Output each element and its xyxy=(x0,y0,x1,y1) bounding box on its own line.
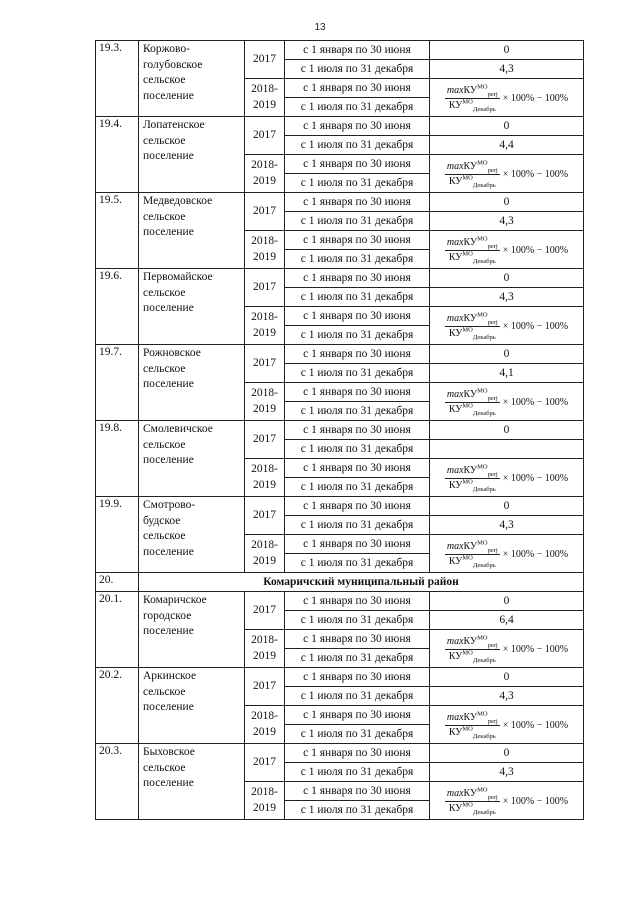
formula-denominator xyxy=(447,479,498,491)
year-2017: 2017 xyxy=(245,497,285,535)
period-first-half: с 1 января по 30 июня xyxy=(285,269,430,288)
year-range-start: 2018- xyxy=(251,158,278,171)
formula-tail: × 100% − 100% xyxy=(502,321,569,332)
period-first-half: с 1 января по 30 июня xyxy=(285,630,430,649)
year-2018-2019 xyxy=(245,535,285,573)
settlement-name xyxy=(139,744,245,820)
value-second-half: 4,3 xyxy=(430,687,584,706)
formula-numerator xyxy=(445,786,500,802)
formula-tail: × 100% − 100% xyxy=(502,245,569,256)
period-first-half: с 1 января по 30 июня xyxy=(285,41,430,60)
formula-mo: МО xyxy=(477,83,488,91)
formula-denominator xyxy=(447,175,498,187)
period-second-half: с 1 июля по 31 декабря xyxy=(285,478,430,497)
period-second-half: с 1 июля по 31 декабря xyxy=(285,288,430,307)
formula-mo: МО xyxy=(477,159,488,167)
settlement-name-line: поселение xyxy=(143,89,194,102)
row-number: 20.3. xyxy=(96,744,139,820)
formula-numerator xyxy=(445,710,500,726)
formula-perj: perj xyxy=(487,395,498,402)
index-formula xyxy=(430,231,584,269)
formula-ku: КУ xyxy=(448,176,463,187)
year-range-end: 2019 xyxy=(253,98,276,111)
formula-max: max xyxy=(446,389,464,400)
period-first-half: с 1 января по 30 июня xyxy=(285,497,430,516)
formula-perj: perj xyxy=(487,243,498,250)
formula-fraction xyxy=(445,311,500,341)
formula-numerator xyxy=(445,463,500,479)
formula-denominator xyxy=(447,802,498,814)
period-first-half: с 1 января по 30 июня xyxy=(285,668,430,687)
row-number: 19.4. xyxy=(96,117,139,193)
settlement-name xyxy=(139,41,245,117)
settlement-name-line: поселение xyxy=(143,302,194,315)
row-number: 19.7. xyxy=(96,345,139,421)
formula-mo: МО xyxy=(477,539,488,547)
year-range-start: 2018- xyxy=(251,234,278,247)
formula-ku: КУ xyxy=(448,651,463,662)
settlement-name-line: сельское xyxy=(143,530,186,543)
period-first-half: с 1 января по 30 июня xyxy=(285,383,430,402)
value-first-half: 0 xyxy=(430,193,584,212)
formula-numerator xyxy=(445,235,500,251)
formula-fraction xyxy=(445,159,500,189)
period-first-half: с 1 января по 30 июня xyxy=(285,592,430,611)
settlement-name-line: поселение xyxy=(143,150,194,163)
table-row xyxy=(96,592,584,611)
formula-numerator xyxy=(445,634,500,650)
formula-ku: КУ xyxy=(448,556,463,567)
settlement-name xyxy=(139,421,245,497)
table-row xyxy=(96,193,584,212)
formula-tail: × 100% − 100% xyxy=(502,644,569,655)
period-second-half: с 1 июля по 31 декабря xyxy=(285,136,430,155)
settlement-name xyxy=(139,668,245,744)
formula-denominator xyxy=(447,99,498,111)
formula-max: max xyxy=(446,465,464,476)
formula-tail: × 100% − 100% xyxy=(502,169,569,180)
year-range-end: 2019 xyxy=(253,326,276,339)
formula-denominator xyxy=(447,403,498,415)
formula-ku: КУ xyxy=(463,712,478,723)
period-second-half: с 1 июля по 31 декабря xyxy=(285,60,430,79)
row-number: 20.2. xyxy=(96,668,139,744)
period-first-half: с 1 января по 30 июня xyxy=(285,231,430,250)
formula-december: Декабрь xyxy=(472,809,496,816)
formula-fraction xyxy=(445,786,500,816)
formula-mo: МО xyxy=(477,463,488,471)
formula-expression xyxy=(445,83,569,113)
formula-december: Декабрь xyxy=(472,334,496,341)
period-second-half: с 1 июля по 31 декабря xyxy=(285,763,430,782)
value-second-half: 4,4 xyxy=(430,136,584,155)
formula-max: max xyxy=(446,237,464,248)
index-formula xyxy=(430,383,584,421)
year-2017: 2017 xyxy=(245,117,285,155)
year-2017: 2017 xyxy=(245,668,285,706)
year-2018-2019 xyxy=(245,706,285,744)
formula-mo: МО xyxy=(462,98,473,106)
formula-mo: МО xyxy=(477,786,488,794)
formula-denominator xyxy=(447,555,498,567)
period-second-half: с 1 июля по 31 декабря xyxy=(285,402,430,421)
year-2018-2019 xyxy=(245,155,285,193)
row-number: 19.6. xyxy=(96,269,139,345)
index-formula xyxy=(430,535,584,573)
settlement-name-line: Первомайское xyxy=(143,271,213,283)
value-first-half: 0 xyxy=(430,345,584,364)
value-first-half: 0 xyxy=(430,592,584,611)
formula-december: Декабрь xyxy=(472,106,496,113)
formula-ku: КУ xyxy=(463,788,478,799)
row-number: 20.1. xyxy=(96,592,139,668)
formula-expression xyxy=(445,311,569,341)
formula-max: max xyxy=(446,636,464,647)
year-range-end: 2019 xyxy=(253,649,276,662)
formula-tail: × 100% − 100% xyxy=(502,93,569,104)
year-2017: 2017 xyxy=(245,421,285,459)
settlement-name-line: будское xyxy=(143,514,181,527)
settlement-name-line: поселение xyxy=(143,226,194,239)
table-row xyxy=(96,497,584,516)
formula-fraction xyxy=(445,710,500,740)
formula-denominator xyxy=(447,251,498,263)
formula-denominator xyxy=(447,650,498,662)
formula-ku: КУ xyxy=(463,541,478,552)
formula-mo: МО xyxy=(462,478,473,486)
formula-ku: КУ xyxy=(463,313,478,324)
period-second-half: с 1 июля по 31 декабря xyxy=(285,649,430,668)
tariff-index-table xyxy=(95,40,584,820)
settlement-name-line: сельское xyxy=(143,74,186,87)
formula-ku: КУ xyxy=(448,803,463,814)
settlement-name-line: Быховское xyxy=(143,746,195,758)
formula-fraction xyxy=(445,634,500,664)
formula-ku: КУ xyxy=(448,480,463,491)
value-second-half: 4,3 xyxy=(430,516,584,535)
formula-perj: perj xyxy=(487,319,498,326)
formula-expression xyxy=(445,786,569,816)
formula-perj: perj xyxy=(487,167,498,174)
index-formula xyxy=(430,79,584,117)
period-first-half: с 1 января по 30 июня xyxy=(285,307,430,326)
formula-ku: КУ xyxy=(448,404,463,415)
formula-december: Декабрь xyxy=(472,486,496,493)
settlement-name-line: сельское xyxy=(143,438,186,451)
formula-expression xyxy=(445,159,569,189)
formula-expression xyxy=(445,710,569,740)
formula-max: max xyxy=(446,85,464,96)
year-range-end: 2019 xyxy=(253,478,276,491)
formula-max: max xyxy=(446,788,464,799)
formula-mo: МО xyxy=(477,387,488,395)
row-number: 19.8. xyxy=(96,421,139,497)
formula-denominator xyxy=(447,327,498,339)
year-2018-2019 xyxy=(245,459,285,497)
district-title: Комаричский муниципальный район xyxy=(139,573,584,592)
value-second-half xyxy=(430,440,584,459)
index-formula xyxy=(430,307,584,345)
formula-ku: КУ xyxy=(463,161,478,172)
period-second-half: с 1 июля по 31 декабря xyxy=(285,174,430,193)
period-second-half: с 1 июля по 31 декабря xyxy=(285,611,430,630)
settlement-name-line: поселение xyxy=(143,454,194,467)
row-number: 19.3. xyxy=(96,41,139,117)
settlement-name xyxy=(139,193,245,269)
table-row xyxy=(96,345,584,364)
formula-ku: КУ xyxy=(463,389,478,400)
formula-mo: МО xyxy=(462,649,473,657)
formula-perj: perj xyxy=(487,471,498,478)
formula-tail: × 100% − 100% xyxy=(502,397,569,408)
formula-mo: МО xyxy=(462,174,473,182)
period-first-half: с 1 января по 30 июня xyxy=(285,782,430,801)
formula-mo: МО xyxy=(462,326,473,334)
formula-expression xyxy=(445,387,569,417)
table-row xyxy=(96,269,584,288)
period-second-half: с 1 июля по 31 декабря xyxy=(285,554,430,573)
formula-fraction xyxy=(445,539,500,569)
index-formula xyxy=(430,630,584,668)
period-second-half: с 1 июля по 31 декабря xyxy=(285,212,430,231)
settlement-name-line: сельское xyxy=(143,210,186,223)
year-range-start: 2018- xyxy=(251,633,278,646)
formula-numerator xyxy=(445,159,500,175)
formula-mo: МО xyxy=(477,235,488,243)
formula-tail: × 100% − 100% xyxy=(502,796,569,807)
formula-denominator xyxy=(447,726,498,738)
value-first-half: 0 xyxy=(430,421,584,440)
year-range-end: 2019 xyxy=(253,402,276,415)
formula-expression xyxy=(445,539,569,569)
period-first-half: с 1 января по 30 июня xyxy=(285,193,430,212)
year-range-end: 2019 xyxy=(253,174,276,187)
row-number: 20. xyxy=(96,573,139,592)
value-second-half: 4,3 xyxy=(430,212,584,231)
year-2017: 2017 xyxy=(245,269,285,307)
year-range-end: 2019 xyxy=(253,801,276,814)
formula-fraction xyxy=(445,387,500,417)
settlement-name-line: Смолевичское xyxy=(143,423,213,435)
formula-mo: МО xyxy=(462,402,473,410)
formula-december: Декабрь xyxy=(472,657,496,664)
formula-numerator xyxy=(445,539,500,555)
period-first-half: с 1 января по 30 июня xyxy=(285,744,430,763)
settlement-name xyxy=(139,592,245,668)
index-formula xyxy=(430,706,584,744)
year-range-start: 2018- xyxy=(251,386,278,399)
settlement-name-line: Медведовское xyxy=(143,195,213,207)
year-2017: 2017 xyxy=(245,345,285,383)
formula-mo: МО xyxy=(462,725,473,733)
formula-fraction xyxy=(445,463,500,493)
year-range-start: 2018- xyxy=(251,82,278,95)
formula-december: Декабрь xyxy=(472,182,496,189)
index-formula xyxy=(430,155,584,193)
formula-tail: × 100% − 100% xyxy=(502,549,569,560)
table-row xyxy=(96,421,584,440)
formula-december: Декабрь xyxy=(472,410,496,417)
formula-max: max xyxy=(446,541,464,552)
index-formula xyxy=(430,782,584,820)
year-range-start: 2018- xyxy=(251,785,278,798)
formula-ku: КУ xyxy=(463,636,478,647)
period-second-half: с 1 июля по 31 декабря xyxy=(285,725,430,744)
formula-ku: КУ xyxy=(448,100,463,111)
row-number: 19.9. xyxy=(96,497,139,573)
formula-ku: КУ xyxy=(463,85,478,96)
table-row xyxy=(96,41,584,60)
formula-ku: КУ xyxy=(463,465,478,476)
formula-ku: КУ xyxy=(463,237,478,248)
settlement-name xyxy=(139,345,245,421)
value-second-half: 4,3 xyxy=(430,763,584,782)
value-second-half: 4,3 xyxy=(430,288,584,307)
formula-perj: perj xyxy=(487,718,498,725)
page-number: 13 xyxy=(314,22,326,33)
year-2017: 2017 xyxy=(245,744,285,782)
period-second-half: с 1 июля по 31 декабря xyxy=(285,98,430,117)
value-first-half: 0 xyxy=(430,497,584,516)
formula-mo: МО xyxy=(477,311,488,319)
formula-perj: perj xyxy=(487,642,498,649)
year-range-end: 2019 xyxy=(253,554,276,567)
formula-ku: КУ xyxy=(448,328,463,339)
table-row xyxy=(96,668,584,687)
settlement-name-line: городское xyxy=(143,609,192,622)
formula-perj: perj xyxy=(487,794,498,801)
formula-numerator xyxy=(445,83,500,99)
row-number: 19.5. xyxy=(96,193,139,269)
settlement-name xyxy=(139,497,245,573)
period-first-half: с 1 января по 30 июня xyxy=(285,155,430,174)
period-second-half: с 1 июля по 31 декабря xyxy=(285,250,430,269)
table-row xyxy=(96,744,584,763)
year-2018-2019 xyxy=(245,782,285,820)
formula-december: Декабрь xyxy=(472,258,496,265)
year-range-end: 2019 xyxy=(253,250,276,263)
formula-tail: × 100% − 100% xyxy=(502,473,569,484)
year-2018-2019 xyxy=(245,307,285,345)
settlement-name-line: Коржово- xyxy=(143,43,190,55)
settlement-name-line: сельское xyxy=(143,685,186,698)
year-2017: 2017 xyxy=(245,193,285,231)
formula-fraction xyxy=(445,83,500,113)
settlement-name-line: Комаричское xyxy=(143,594,207,606)
value-first-half: 0 xyxy=(430,744,584,763)
period-second-half: с 1 июля по 31 декабря xyxy=(285,687,430,706)
value-first-half: 0 xyxy=(430,269,584,288)
formula-max: max xyxy=(446,712,464,723)
formula-expression xyxy=(445,235,569,265)
formula-expression xyxy=(445,463,569,493)
formula-mo: МО xyxy=(462,554,473,562)
year-2017: 2017 xyxy=(245,592,285,630)
year-2017: 2017 xyxy=(245,41,285,79)
period-first-half: с 1 января по 30 июня xyxy=(285,117,430,136)
formula-numerator xyxy=(445,311,500,327)
period-second-half: с 1 июля по 31 декабря xyxy=(285,364,430,383)
value-first-half: 0 xyxy=(430,117,584,136)
settlement-name-line: сельское xyxy=(143,761,186,774)
settlement-name-line: голубовское xyxy=(143,58,203,71)
formula-fraction xyxy=(445,235,500,265)
formula-mo: МО xyxy=(462,250,473,258)
settlement-name xyxy=(139,269,245,345)
period-second-half: с 1 июля по 31 декабря xyxy=(285,326,430,345)
year-2018-2019 xyxy=(245,79,285,117)
formula-mo: МО xyxy=(477,634,488,642)
settlement-name-line: Аркинское xyxy=(143,670,197,682)
year-range-start: 2018- xyxy=(251,310,278,323)
period-second-half: с 1 июля по 31 декабря xyxy=(285,801,430,820)
table-body xyxy=(96,41,584,820)
period-first-half: с 1 января по 30 июня xyxy=(285,345,430,364)
period-first-half: с 1 января по 30 июня xyxy=(285,706,430,725)
district-row xyxy=(96,573,584,592)
formula-ku: КУ xyxy=(448,252,463,263)
period-first-half: с 1 января по 30 июня xyxy=(285,535,430,554)
period-first-half: с 1 января по 30 июня xyxy=(285,459,430,478)
period-second-half: с 1 июля по 31 декабря xyxy=(285,440,430,459)
formula-perj: perj xyxy=(487,91,498,98)
formula-december: Декабрь xyxy=(472,733,496,740)
formula-max: max xyxy=(446,313,464,324)
value-second-half: 4,3 xyxy=(430,60,584,79)
settlement-name-line: поселение xyxy=(143,777,194,790)
index-formula xyxy=(430,459,584,497)
value-first-half: 0 xyxy=(430,41,584,60)
settlement-name-line: поселение xyxy=(143,378,194,391)
table-row xyxy=(96,117,584,136)
formula-ku: КУ xyxy=(448,727,463,738)
formula-perj: perj xyxy=(487,547,498,554)
settlement-name-line: Рожновское xyxy=(143,347,201,359)
value-second-half: 4,1 xyxy=(430,364,584,383)
formula-tail: × 100% − 100% xyxy=(502,720,569,731)
formula-december: Декабрь xyxy=(472,562,496,569)
formula-numerator xyxy=(445,387,500,403)
value-first-half: 0 xyxy=(430,668,584,687)
settlement-name xyxy=(139,117,245,193)
value-second-half: 6,4 xyxy=(430,611,584,630)
year-range-start: 2018- xyxy=(251,462,278,475)
settlement-name-line: Лопатенское xyxy=(143,119,205,131)
formula-expression xyxy=(445,634,569,664)
period-second-half: с 1 июля по 31 декабря xyxy=(285,516,430,535)
settlement-name-line: поселение xyxy=(143,625,194,638)
settlement-name-line: сельское xyxy=(143,134,186,147)
year-2018-2019 xyxy=(245,231,285,269)
settlement-name-line: Смотрово- xyxy=(143,499,196,511)
year-2018-2019 xyxy=(245,383,285,421)
formula-mo: МО xyxy=(462,801,473,809)
year-range-end: 2019 xyxy=(253,725,276,738)
settlement-name-line: сельское xyxy=(143,362,186,375)
year-range-start: 2018- xyxy=(251,709,278,722)
settlement-name-line: сельское xyxy=(143,286,186,299)
settlement-name-line: поселение xyxy=(143,545,194,558)
year-2018-2019 xyxy=(245,630,285,668)
year-range-start: 2018- xyxy=(251,538,278,551)
period-first-half: с 1 января по 30 июня xyxy=(285,79,430,98)
formula-max: max xyxy=(446,161,464,172)
settlement-name-line: поселение xyxy=(143,701,194,714)
formula-mo: МО xyxy=(477,710,488,718)
period-first-half: с 1 января по 30 июня xyxy=(285,421,430,440)
